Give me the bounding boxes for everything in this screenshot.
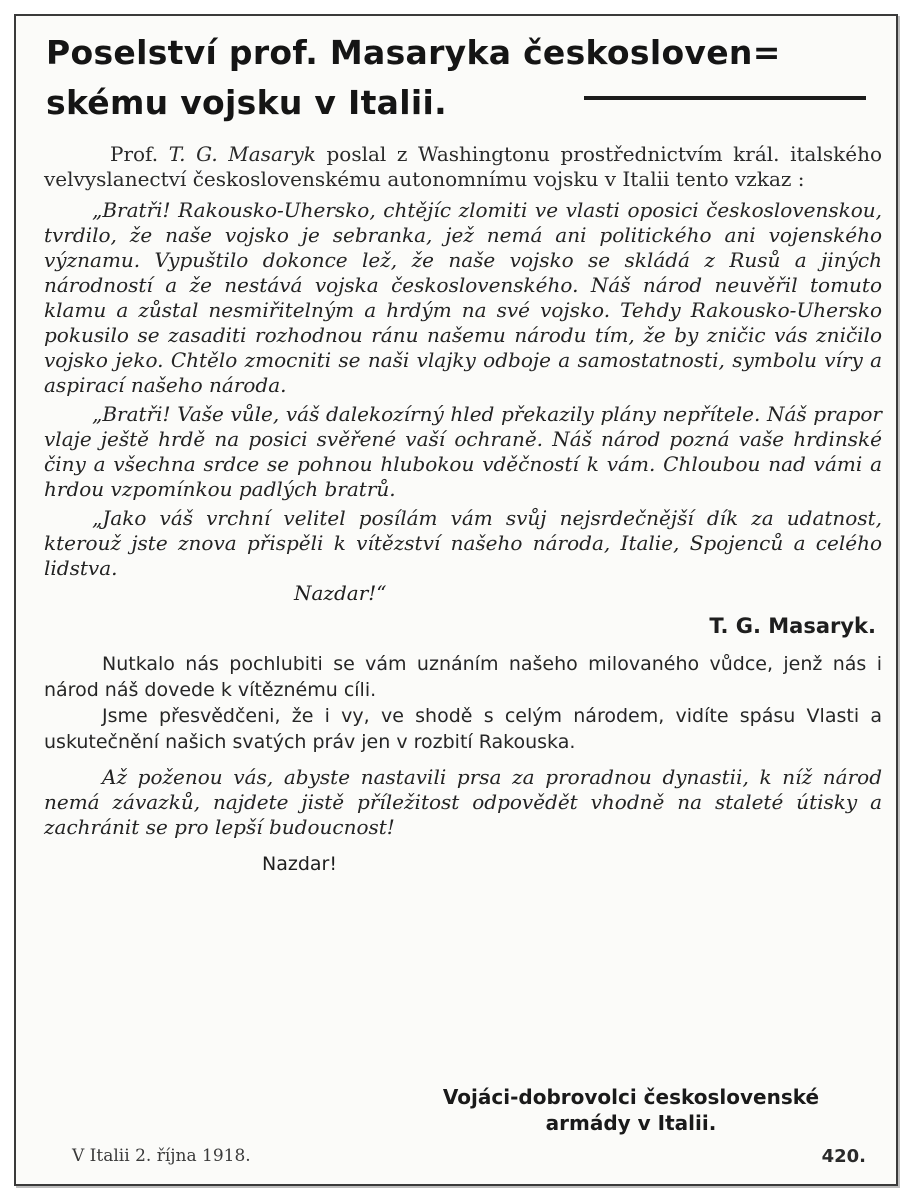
closing-nazdar: Nazdar! [262, 853, 337, 875]
volunteers-signature-line-1: Vojáci-dobrovolci československé [442, 1085, 820, 1109]
quote-paragraph-3: „Jako váš vrchní velitel posílám vám svůj nejsrdečnější dík za udatnost, kterouž jste znova přispěli k vítězství našeho národa, Italie, Spojenců a celého lidstva. [44, 506, 882, 580]
intro-prefix: Prof. [110, 142, 169, 166]
intro-rest: poslal z Washingtonu prostřednictvím král. italského velvyslanectví československému autonomnímu vojsku v Italii tento vzkaz : [44, 142, 882, 191]
title-line-1: Poselství prof. Masaryka českosloven= [46, 33, 781, 72]
intro-paragraph [44, 142, 882, 192]
volunteers-signature [396, 1084, 866, 1136]
volunteers-signature-line-2: armády v Italii. [545, 1111, 717, 1135]
paragraph-pride: Nutkalo nás pochlubiti se vám uznáním našeho milovaného vůdce, jenž nás i národ náš dovede k vítěznému cíli. [44, 653, 882, 701]
intro-name: T. G. Masaryk [168, 142, 316, 166]
quote-nazdar: Nazdar!“ [294, 581, 387, 605]
masaryk-signature: T. G. Masaryk. [709, 614, 876, 638]
quote-paragraph-1: „Bratři! Rakousko-Uhersko, chtějíc zlomiti ve vlasti oposici československou, tvrdilo, že naše vojsko je sebranka, jež nemá ani politického ani vojenského významu. Vypuštilo dokonce lež, že naše vojsko se skládá z Rusů a jiných národností a že nestává vojska československého. Náš národ neuvěřil tomuto klamu a zůstal nesmiřitelným a hrdým na své vojsko. Tehdy Rakousko-Uhersko pokusilo se zasaditi rozhodnou ránu našemu národu tím, že by zničic vás zničilo vojsko jeko. Chtělo zmocniti se naši vlajky odboje a samostatnosti, symbolu víry a aspirací našeho národa. [44, 198, 882, 397]
title-rule [584, 96, 866, 100]
document-body [44, 142, 882, 877]
paragraph-conviction: Jsme přesvědčeni, že i vy, ve shodě s celým národem, vidíte spásu Vlasti a uskutečnění našich svatých práv jen v rozbití Rakouska. [44, 705, 882, 753]
place-date: V Italii 2. října 1918. [72, 1146, 251, 1166]
document-title [46, 28, 886, 128]
document-number: 420. [821, 1146, 866, 1167]
document-frame [14, 14, 898, 1186]
quote-paragraph-2: „Bratři! Vaše vůle, váš dalekozírný hled překazily plány nepřítele. Náš prapor vlaje ještě hrdě na posici svěřené vaší ochraně. Náš národ pozná vaše hrdinské činy a všechna srdce se pohnou hlubokou vděčností k vám. Chloubou nad vámi a hrdou vzpomínkou padlých bratrů. [44, 402, 882, 501]
title-line-2: skému vojsku v Italii. [46, 83, 447, 122]
paragraph-appeal: Až poženou vás, abyste nastavili prsa za proradnou dynastii, k níž národ nemá závazků, najdete jistě příležitost odpovědět vhodně na staleté útisky a zachránit se pro lepší budoucnost! [44, 765, 882, 839]
